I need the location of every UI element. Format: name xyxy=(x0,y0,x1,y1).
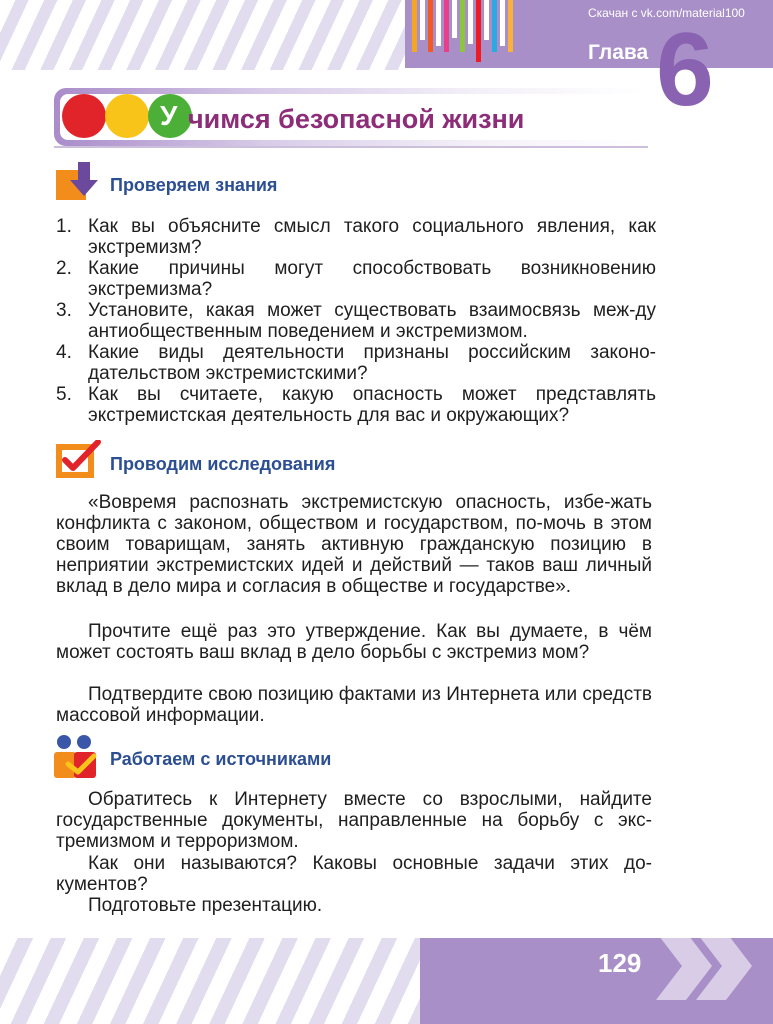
next-page-chevron-icon xyxy=(652,926,762,1006)
research-paragraph: Прочтите ещё раз это утверждение. Как вы думаете, в чём может состоять ваш вклад в дело борьбы с экстремиз мом? xyxy=(56,621,652,663)
top-stripes-decoration xyxy=(0,0,420,70)
check-knowledge-icon xyxy=(56,162,102,202)
question-text: Какие виды деятельности признаны российским законо-дательством экстремистскими? xyxy=(88,342,656,384)
sources-people-icon xyxy=(54,734,104,780)
header-divider xyxy=(405,68,773,71)
check-knowledge-heading: Проверяем знания xyxy=(110,175,278,195)
title-underline xyxy=(54,146,648,148)
question-text: Какие причины могут способствовать возникновению экстремизма? xyxy=(88,258,656,300)
research-heading: Проводим исследования xyxy=(110,454,336,474)
sources-heading: Работаем с источниками xyxy=(110,749,332,769)
question-number: 5. xyxy=(56,384,72,405)
source-note: Скачан с vk.com/material100 xyxy=(588,6,745,20)
barcode-decoration xyxy=(412,0,516,52)
research-paragraph: Подтвердите свою позицию фактами из Интернета или средств массовой информации. xyxy=(56,684,652,726)
question-number: 1. xyxy=(56,216,72,237)
traffic-light-red-icon xyxy=(62,94,106,138)
question-number: 3. xyxy=(56,300,72,321)
question-number: 4. xyxy=(56,342,72,363)
research-checkbox-icon xyxy=(56,440,102,480)
chapter-number: 6 xyxy=(656,12,714,128)
question-text: Установите, какая может существовать взаимосвязь меж-ду антиобщественным поведением и экстремизмом. xyxy=(88,300,656,342)
sources-paragraph: Обратитесь к Интернету вместе со взрослыми, найдите государственные документы, направленные на борьбу с экс-тремизмом и терроризмом. xyxy=(56,789,652,852)
question-text: Как вы объясните смысл такого социального явления, как экстремизм? xyxy=(88,216,656,258)
question-number: 2. xyxy=(56,258,72,279)
sources-paragraph: Как они называются? Каковы основные задачи этих до-кументов? xyxy=(56,853,652,895)
traffic-light-yellow-icon xyxy=(105,94,149,138)
title-initial-letter: У xyxy=(160,100,178,131)
page-number: 129 xyxy=(598,948,642,978)
question-text: Как вы считаете, какую опасность может представлять экстремистская деятельность для вас и окружающих? xyxy=(88,384,656,426)
sources-paragraph: Подготовьте презентацию. xyxy=(88,895,323,916)
chapter-label: Глава xyxy=(588,41,649,64)
research-quote: «Вовремя распознать экстремистскую опасность, избе-жать конфликта с законом, обществом и государством, по-мочь в этом своим товарищам, занять активную гражданскую позицию в неприятии экстремистских идей и действий — таков ваш личный вклад в дело мира и согласия в обществе и государстве». xyxy=(56,492,652,597)
section-title: чимся безопасной жизни xyxy=(188,104,525,134)
